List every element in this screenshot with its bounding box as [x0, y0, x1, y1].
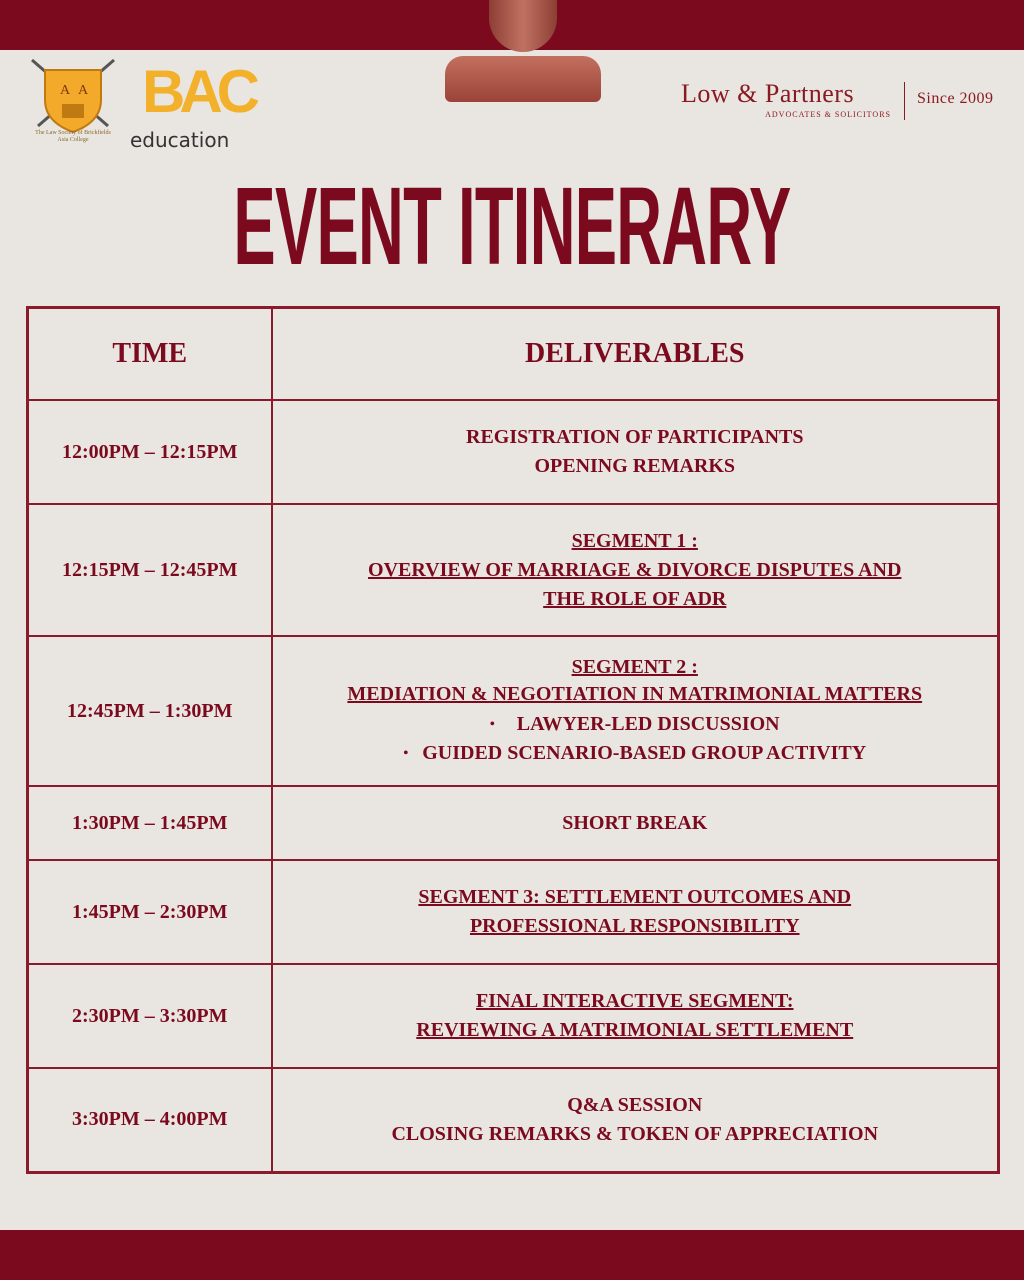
itinerary-table: [26, 306, 1000, 1174]
table-row: [28, 1068, 999, 1172]
bullet-item: • GUIDED SCENARIO-BASED GROUP ACTIVITY: [283, 740, 988, 769]
row-deliverables: [272, 964, 999, 1068]
table-row: [28, 964, 999, 1068]
svg-text:A: A: [60, 83, 71, 98]
time-column-header: TIME: [28, 308, 272, 401]
deliverable-line: PROFESSIONAL RESPONSIBILITY: [469, 915, 800, 937]
deliverable-line: MEDIATION & NEGOTIATION IN MATRIMONIAL MATTERS: [347, 682, 923, 705]
table-row: [28, 504, 999, 636]
row-time: 12:00PM – 12:15PM: [28, 400, 272, 504]
row-deliverables: [272, 636, 999, 786]
bottom-banner: [0, 1230, 1024, 1280]
row-deliverables: [272, 504, 999, 636]
deliverable-line: Q&A SESSION: [567, 1093, 703, 1116]
row-time: 12:15PM – 12:45PM: [28, 504, 272, 636]
deliverable-line: REGISTRATION OF PARTICIPANTS: [466, 426, 804, 448]
table-header-row: [28, 308, 999, 401]
row-time: 3:30PM – 4:00PM: [28, 1068, 272, 1172]
deliverable-line: SEGMENT 3: SETTLEMENT OUTCOMES AND: [418, 886, 852, 908]
table-row: [28, 860, 999, 964]
law-society-caption: The Law Society of Brickfields Asia College: [35, 130, 111, 143]
deliverable-line: FINAL INTERACTIVE SEGMENT:: [476, 990, 794, 1012]
row-time: 12:45PM – 1:30PM: [28, 636, 272, 786]
row-time: 1:45PM – 2:30PM: [28, 860, 272, 964]
row-deliverables: [272, 786, 999, 860]
deliverable-line: CLOSING REMARKS & TOKEN OF APPRECIATION: [391, 1122, 879, 1145]
deliverable-line: SEGMENT 2 :: [571, 655, 698, 678]
page-title: EVENT ITINERARY: [233, 163, 791, 288]
firm-name: Low & Partners: [681, 79, 855, 108]
row-deliverables: [272, 860, 999, 964]
row-time: 2:30PM – 3:30PM: [28, 964, 272, 1068]
deliverable-line: SHORT BREAK: [562, 811, 708, 834]
svg-text:A: A: [78, 83, 89, 98]
deliverables-column-header: DELIVERABLES: [272, 308, 999, 401]
firm-logo: [681, 80, 891, 119]
bac-logo-word: education: [130, 128, 230, 152]
deliverable-line: REVIEWING A MATRIMONIAL SETTLEMENT: [416, 1019, 854, 1041]
table-row: [28, 786, 999, 860]
deliverable-line: THE ROLE OF ADR: [543, 587, 727, 610]
since-label: Since 2009: [917, 90, 994, 107]
row-deliverables: [272, 1068, 999, 1172]
bullet-item: • LAWYER-LED DISCUSSION: [283, 711, 988, 740]
bac-logo-letters: BAC: [142, 58, 254, 125]
firm-tagline: ADVOCATES & SOLICITORS: [765, 110, 891, 119]
table-row: [28, 400, 999, 504]
table-row: [28, 636, 999, 786]
firm-divider: [904, 82, 905, 120]
row-deliverables: [272, 400, 999, 504]
row-time: 1:30PM – 1:45PM: [28, 786, 272, 860]
deliverable-line: OPENING REMARKS: [534, 455, 736, 477]
deliverable-line: SEGMENT 1 :: [571, 529, 698, 552]
bac-education-logo: [130, 58, 254, 155]
deliverable-line: OVERVIEW OF MARRIAGE & DIVORCE DISPUTES AND: [368, 558, 902, 581]
binder-clip-icon: [445, 0, 601, 102]
